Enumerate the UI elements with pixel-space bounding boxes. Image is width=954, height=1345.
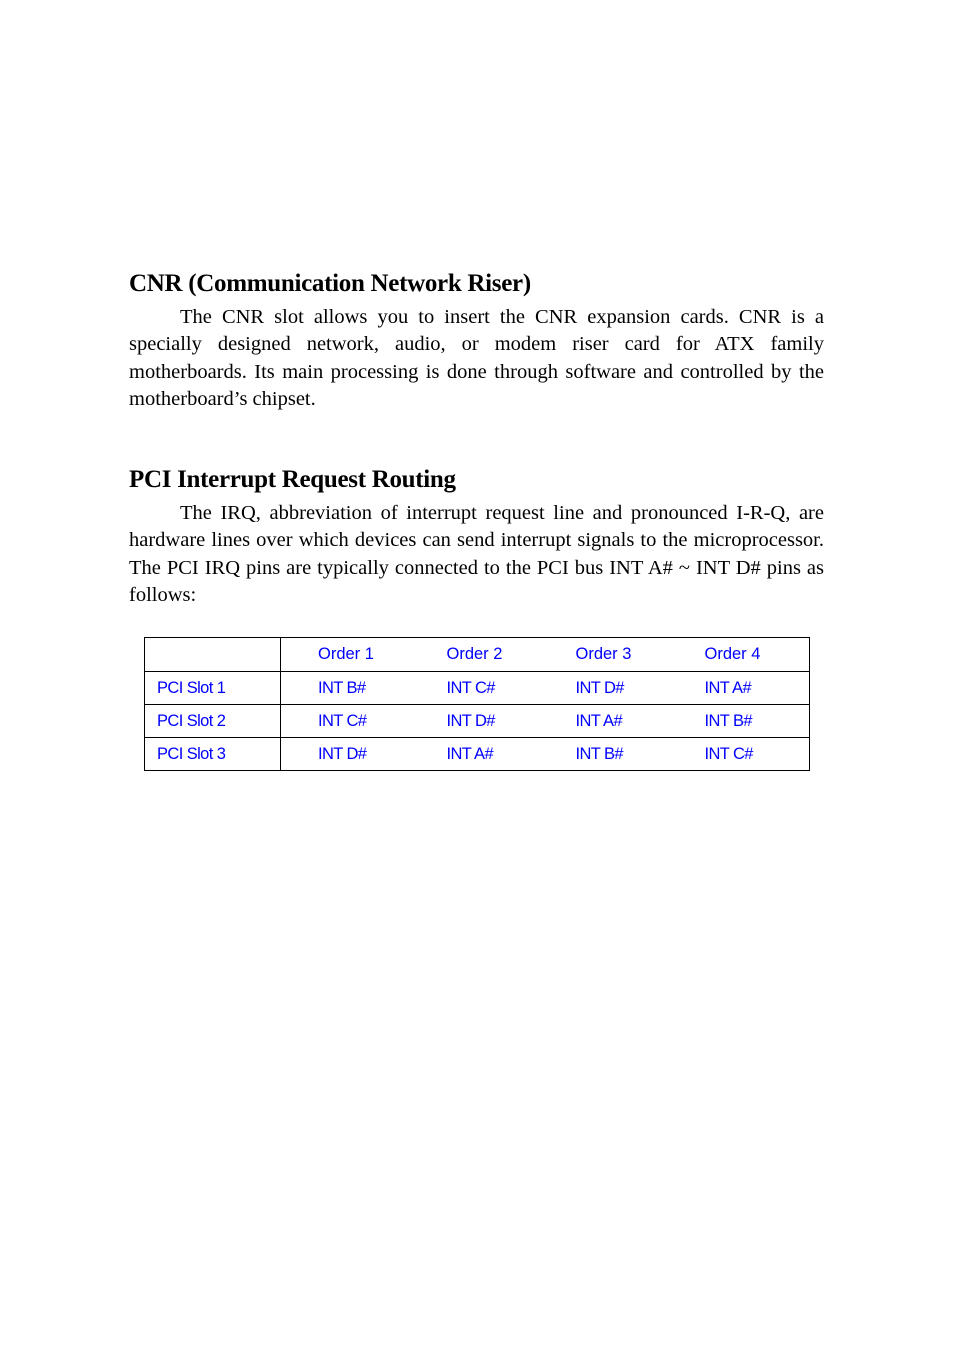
- table-header-cell: [145, 638, 281, 672]
- table-cell: INT A#: [410, 738, 539, 771]
- table-cell: INT B#: [539, 738, 668, 771]
- table-cell: INT C#: [281, 705, 410, 738]
- section-heading-cnr: CNR (Communication Network Riser): [129, 270, 531, 297]
- table-row: [145, 705, 810, 738]
- table-cell: INT B#: [281, 672, 410, 705]
- table-row: [145, 672, 810, 705]
- table-cell: PCI Slot 3: [145, 738, 281, 771]
- table-header-cell: Order 3: [539, 638, 668, 672]
- table-header-cell: Order 4: [668, 638, 810, 672]
- table-cell: PCI Slot 1: [145, 672, 281, 705]
- table-header-row: [145, 638, 810, 672]
- table-cell: INT D#: [281, 738, 410, 771]
- table-cell: INT D#: [539, 672, 668, 705]
- table-cell: INT C#: [668, 738, 810, 771]
- table-cell: PCI Slot 2: [145, 705, 281, 738]
- section-heading-pci-irq: PCI Interrupt Request Routing: [129, 466, 456, 493]
- cnr-description: The CNR slot allows you to insert the CNR expansion cards. CNR is a specially designed network, audio, or modem riser card for ATX family motherboards. Its main processing is done through software and controlled by the motherboard’s chipset.: [129, 306, 824, 410]
- pci-irq-description: The IRQ, abbreviation of interrupt request line and pronounced I-R-Q, are hardware lines over which devices can send interrupt signals to the microprocessor. The PCI IRQ pins are typically connected to the PCI bus INT A# ~ INT D# pins as follows:: [129, 502, 824, 606]
- pci-irq-routing-table: [144, 637, 810, 771]
- table-row: [145, 738, 810, 771]
- table-header-cell: Order 2: [410, 638, 539, 672]
- table-cell: INT C#: [410, 672, 539, 705]
- table-cell: INT A#: [539, 705, 668, 738]
- table-header-cell: Order 1: [281, 638, 410, 672]
- table-cell: INT D#: [410, 705, 539, 738]
- table-cell: INT A#: [668, 672, 810, 705]
- table-cell: INT B#: [668, 705, 810, 738]
